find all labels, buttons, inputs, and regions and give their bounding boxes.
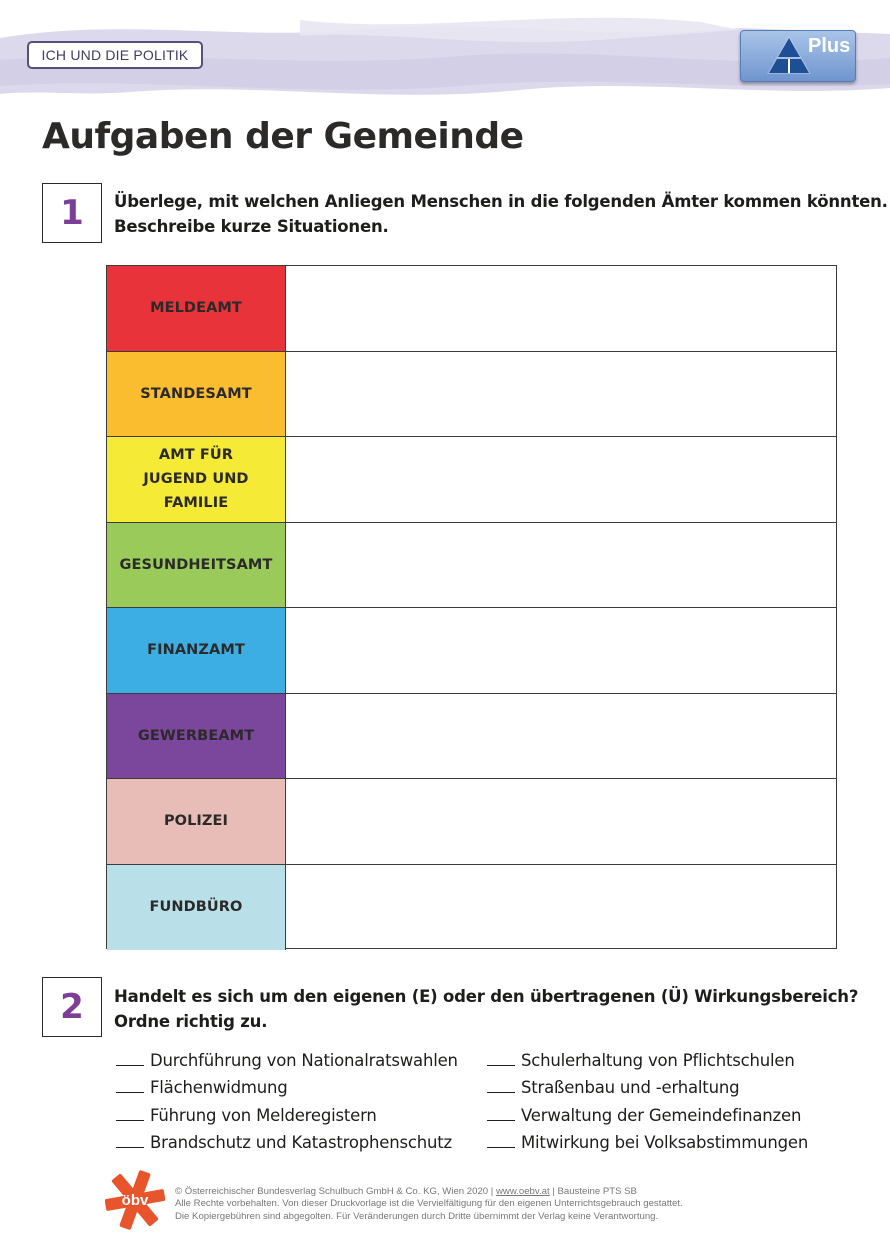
- list-item: [116, 1074, 476, 1101]
- task-1-instruction: [114, 189, 888, 239]
- list-item-label: Straßenbau und -erhaltung: [521, 1078, 740, 1098]
- answer-cell[interactable]: [286, 352, 836, 437]
- task-1-number: 1: [42, 183, 102, 243]
- answer-cell[interactable]: [286, 523, 836, 608]
- list-item-label: Brandschutz und Katastrophenschutz: [150, 1132, 452, 1152]
- office-label: AMT FÜR JUGEND UND FAMILIE: [107, 437, 286, 522]
- answer-blank[interactable]: [487, 1064, 515, 1066]
- page-title: Aufgaben der Gemeinde: [42, 116, 524, 157]
- answer-blank[interactable]: [116, 1119, 144, 1121]
- table-row: [107, 865, 836, 951]
- table-row: [107, 266, 836, 352]
- task-2-instruction: [114, 984, 858, 1034]
- task-2-number: 2: [42, 977, 102, 1037]
- list-item: [116, 1102, 476, 1129]
- plus-logo-text: Plus: [808, 35, 851, 57]
- task-1-line-1: Überlege, mit welchen Anliegen Menschen in die folgenden Ämter kommen könnten.: [114, 192, 888, 211]
- task-2-line-2: Ordne richtig zu.: [114, 1012, 268, 1031]
- answer-blank[interactable]: [487, 1146, 515, 1148]
- list-item: [487, 1074, 847, 1101]
- office-label: FINANZAMT: [107, 608, 286, 693]
- answer-cell[interactable]: [286, 865, 836, 951]
- task-2-line-1: Handelt es sich um den eigenen (E) oder den übertragenen (Ü) Wirkungsbereich?: [114, 987, 859, 1006]
- copyright-footer: [175, 1186, 683, 1223]
- table-row: [107, 352, 836, 438]
- list-item: [116, 1047, 476, 1074]
- office-label: GESUNDHEITSAMT: [107, 523, 286, 608]
- list-item: [487, 1102, 847, 1129]
- list-item: [116, 1129, 476, 1156]
- list-item-label: Verwaltung der Gemeindefinanzen: [521, 1105, 802, 1125]
- footer-line-1: [175, 1186, 683, 1198]
- table-row: [107, 694, 836, 780]
- footer-copyright: © Österreichischer Bundesverlag Schulbuch GmbH & Co. KG, Wien 2020 |: [175, 1186, 496, 1197]
- footer-line-3: Die Kopiergebühren sind abgegolten. Für Veränderungen durch Dritte übernimmt der Verlag keine Verantwortung.: [175, 1210, 659, 1222]
- answer-blank[interactable]: [116, 1146, 144, 1148]
- answer-cell[interactable]: [286, 437, 836, 522]
- publisher-link[interactable]: www.oebv.at: [495, 1186, 550, 1197]
- list-item-label: Durchführung von Nationalratswahlen: [150, 1051, 458, 1070]
- footer-line-2: Alle Rechte vorbehalten. Von dieser Druckvorlage ist die Vervielfältigung für den eigenen Unterrichtsgebrauch gestattet.: [175, 1198, 683, 1210]
- answer-blank[interactable]: [116, 1064, 144, 1066]
- answer-blank[interactable]: [116, 1091, 144, 1093]
- list-item-label: Flächenwidmung: [150, 1078, 288, 1098]
- office-label: MELDEAMT: [107, 266, 286, 351]
- section-tag: ICH UND DIE POLITIK: [27, 41, 203, 69]
- obv-logo: [105, 1170, 165, 1230]
- office-label: POLIZEI: [107, 779, 286, 864]
- table-row: [107, 523, 836, 609]
- footer-series: | Bausteine PTS SB: [549, 1186, 637, 1197]
- office-label: GEWERBEAMT: [107, 694, 286, 779]
- table-row: [107, 779, 836, 865]
- answer-blank[interactable]: [487, 1119, 515, 1121]
- obv-logo-text: öbv: [121, 1192, 149, 1209]
- plus-logo: [740, 30, 856, 82]
- office-table: [106, 265, 837, 949]
- sort-list-right: [487, 1047, 847, 1156]
- list-item: [487, 1129, 847, 1156]
- office-label: STANDESAMT: [107, 352, 286, 437]
- table-row: [107, 437, 836, 523]
- sort-list-left: [116, 1047, 476, 1156]
- answer-cell[interactable]: [286, 608, 836, 693]
- list-item-label: Schulerhaltung von Pflichtschulen: [521, 1051, 795, 1070]
- task-1-line-2: Beschreibe kurze Situationen.: [114, 217, 389, 236]
- list-item: [487, 1047, 847, 1074]
- answer-cell[interactable]: [286, 694, 836, 779]
- office-label: FUNDBÜRO: [107, 865, 286, 951]
- answer-cell[interactable]: [286, 266, 836, 351]
- table-row: [107, 608, 836, 694]
- answer-cell[interactable]: [286, 779, 836, 864]
- answer-blank[interactable]: [487, 1091, 515, 1093]
- list-item-label: Führung von Melderegistern: [150, 1105, 377, 1125]
- list-item-label: Mitwirkung bei Volksabstimmungen: [521, 1132, 809, 1152]
